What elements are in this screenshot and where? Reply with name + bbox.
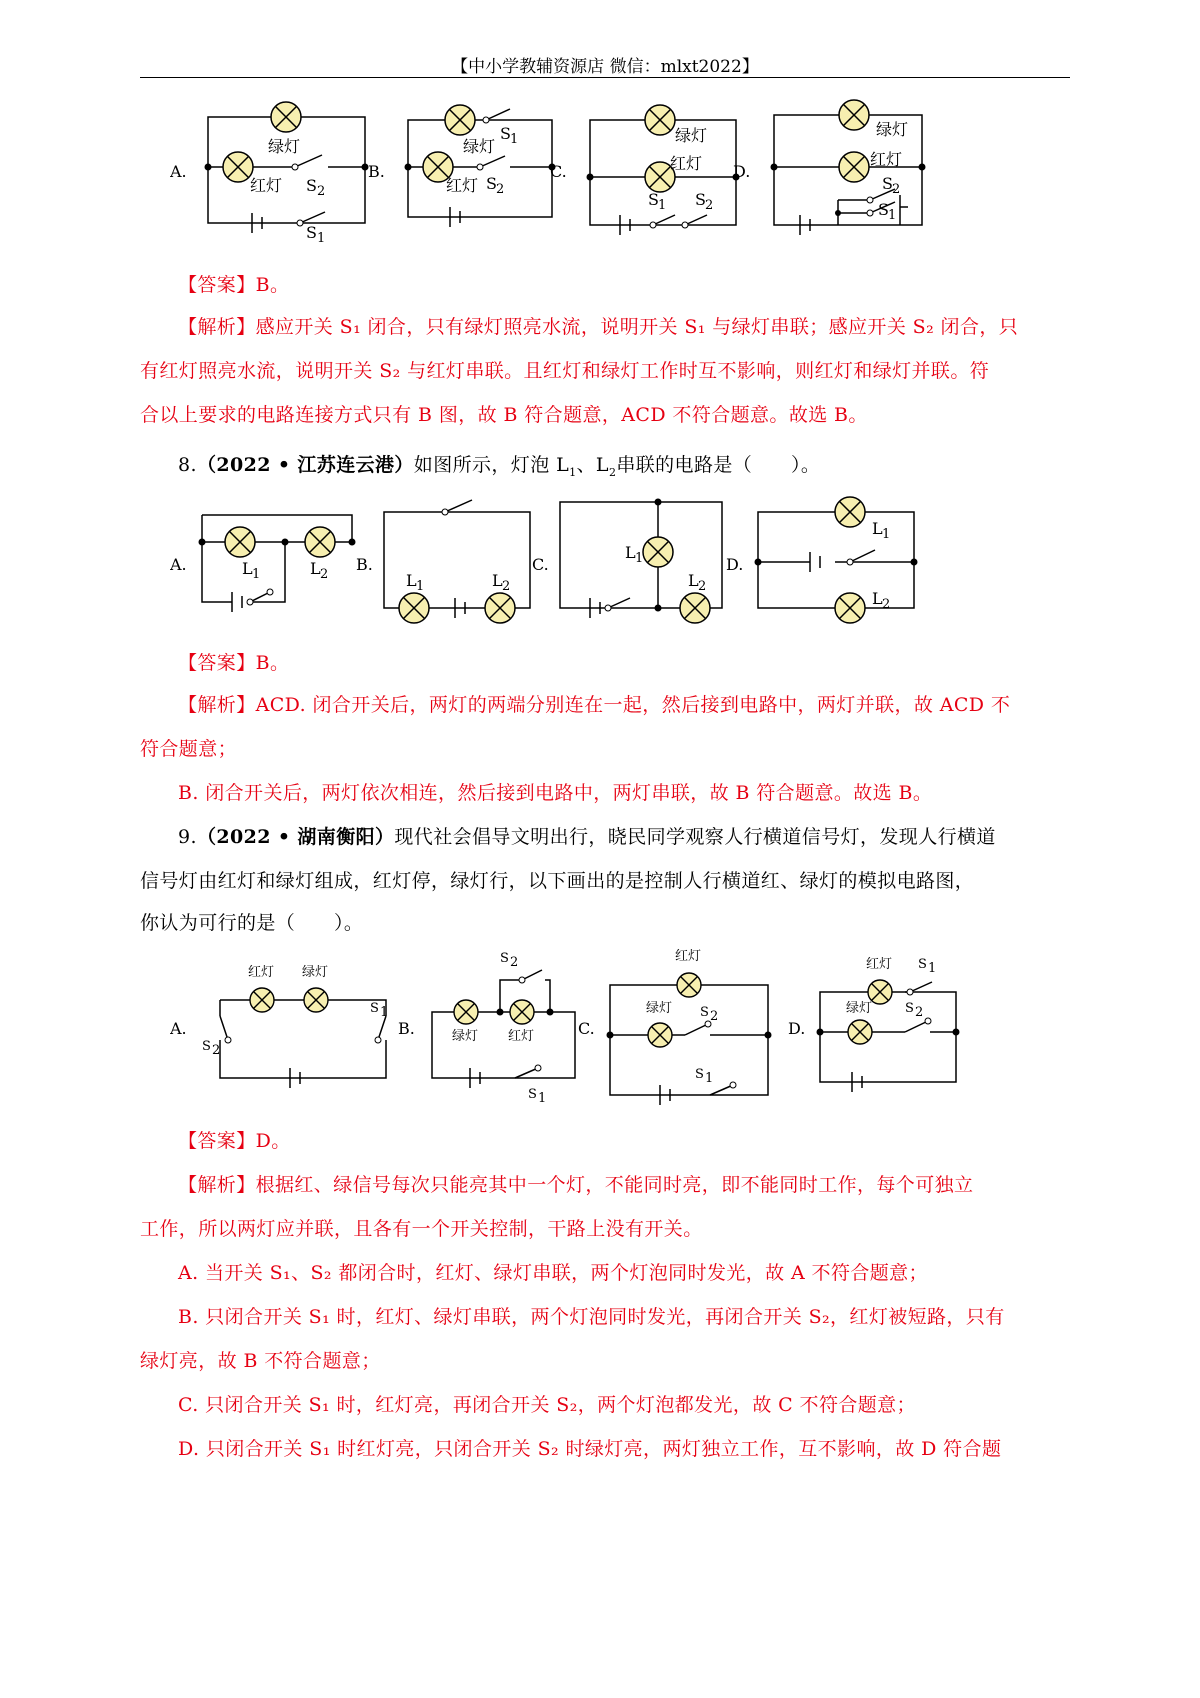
- svg-text:1: 1: [635, 551, 644, 566]
- q7-circuit-figure: [170, 95, 1030, 255]
- svg-text:2: 2: [698, 579, 707, 594]
- svg-text:红灯: 红灯: [446, 176, 479, 195]
- svg-text:L: L: [872, 589, 883, 608]
- q9-label-a: A.: [170, 1019, 187, 1038]
- svg-text:红灯: 红灯: [508, 1029, 535, 1044]
- q8-label-d: D.: [726, 555, 744, 574]
- svg-text:S: S: [486, 174, 497, 193]
- q8-answer: 【答案】B。: [178, 652, 290, 674]
- q8-label-a: A.: [170, 555, 187, 574]
- q9-stem-line-3: 你认为可行的是（ ）。: [140, 912, 364, 934]
- svg-text:S: S: [500, 124, 511, 143]
- q9-label-d: D.: [788, 1019, 806, 1038]
- svg-text:红灯: 红灯: [250, 176, 283, 195]
- svg-text:S: S: [905, 1001, 914, 1016]
- svg-text:S: S: [202, 1039, 211, 1054]
- svg-text:绿灯: 绿灯: [846, 1001, 873, 1016]
- q8-circuit-figure: [170, 490, 1030, 640]
- svg-text:S: S: [882, 174, 893, 193]
- q9-analysis-line-2: 工作，所以两灯应并联，且各有一个开关控制，干路上没有开关。: [140, 1218, 703, 1240]
- q9-option-c-analysis: C. 只闭合开关 S₁ 时，红灯亮，再闭合开关 S₂，两个灯泡都发光，故 C 不符合题意；: [178, 1394, 916, 1416]
- svg-text:S: S: [878, 200, 889, 219]
- q9-stem-line-1: 9.（2022 • 湖南衡阳）现代社会倡导文明出行，晓民同学观察人行横道信号灯，发现人行横道: [178, 826, 996, 848]
- svg-text:L: L: [688, 571, 699, 590]
- svg-text:绿灯: 绿灯: [876, 120, 909, 139]
- svg-text:红灯: 红灯: [675, 949, 702, 964]
- svg-text:L: L: [492, 571, 503, 590]
- q9-option-a-analysis: A. 当开关 S₁、S₂ 都闭合时，红灯、绿灯串联，两个灯泡同时发光，故 A 不符合题意；: [178, 1262, 928, 1284]
- q9-option-b-analysis-1: B. 只闭合开关 S₁ 时，红灯、绿灯串联，两个灯泡同时发光，再闭合开关 S₂，红灯被短路，只有: [178, 1306, 1005, 1328]
- svg-text:1: 1: [252, 567, 261, 582]
- svg-text:1: 1: [317, 231, 326, 246]
- svg-text:2: 2: [317, 184, 326, 199]
- svg-text:L: L: [625, 543, 636, 562]
- svg-text:S: S: [370, 1001, 379, 1016]
- svg-text:L: L: [406, 571, 417, 590]
- q9-stem-line-2: 信号灯由红灯和绿灯组成，红灯停，绿灯行，以下画出的是控制人行横道红、绿灯的模拟电路图，: [140, 870, 975, 892]
- svg-text:绿灯: 绿灯: [268, 137, 301, 156]
- q9-analysis-line-1: 【解析】根据红、绿信号每次只能亮其中一个灯，不能同时亮，即不能同时工作，每个可独立: [178, 1174, 974, 1196]
- svg-text:红灯: 红灯: [248, 965, 275, 980]
- q7-label-b: B.: [368, 162, 385, 181]
- svg-text:2: 2: [882, 597, 891, 612]
- q7-analysis-line-2: 有红灯照亮水流，说明开关 S₂ 与红灯串联。且红灯和绿灯工作时互不影响，则红灯和绿灯并联。符: [140, 360, 990, 382]
- svg-text:2: 2: [496, 182, 505, 197]
- q9-circuit-figure: [170, 940, 1030, 1120]
- svg-text:1: 1: [928, 961, 937, 976]
- svg-text:L: L: [872, 519, 883, 538]
- svg-text:1: 1: [380, 1005, 389, 1020]
- q7-label-a: A.: [170, 162, 187, 181]
- svg-text:2: 2: [705, 198, 714, 213]
- svg-text:S: S: [528, 1087, 537, 1102]
- svg-text:S: S: [306, 223, 317, 242]
- q9-label-b: B.: [398, 1019, 415, 1038]
- svg-text:绿灯: 绿灯: [646, 1001, 673, 1016]
- q8-label-b: B.: [356, 555, 373, 574]
- svg-text:1: 1: [882, 527, 891, 542]
- svg-text:1: 1: [658, 198, 667, 213]
- svg-text:2: 2: [510, 955, 519, 970]
- q7-label-d: D.: [733, 162, 751, 181]
- svg-text:绿灯: 绿灯: [675, 126, 708, 145]
- svg-text:2: 2: [915, 1005, 924, 1020]
- header-rule: [140, 77, 1070, 78]
- q8-analysis-line-1: 【解析】ACD. 闭合开关后，两灯的两端分别连在一起，然后接到电路中，两灯并联，故 ACD 不: [178, 694, 1011, 716]
- svg-text:绿灯: 绿灯: [452, 1029, 479, 1044]
- svg-text:S: S: [306, 176, 317, 195]
- svg-text:2: 2: [892, 182, 901, 197]
- svg-text:L: L: [242, 559, 253, 578]
- svg-text:1: 1: [538, 1091, 547, 1106]
- svg-text:绿灯: 绿灯: [463, 137, 496, 156]
- svg-text:S: S: [695, 1067, 704, 1082]
- page-header: 【中小学教辅资源店 微信：mlxt2022】: [451, 57, 759, 77]
- svg-text:2: 2: [212, 1043, 221, 1058]
- svg-text:红灯: 红灯: [870, 150, 903, 169]
- svg-text:1: 1: [510, 132, 519, 147]
- svg-text:红灯: 红灯: [670, 154, 703, 173]
- svg-text:2: 2: [502, 579, 511, 594]
- svg-text:1: 1: [416, 579, 425, 594]
- q7-label-c: C.: [550, 162, 567, 181]
- q9-option-b-analysis-2: 绿灯亮，故 B 不符合题意；: [140, 1350, 381, 1372]
- svg-text:S: S: [500, 951, 509, 966]
- svg-text:L: L: [310, 559, 321, 578]
- q7-analysis-line-3: 合以上要求的电路连接方式只有 B 图，故 B 符合题意，ACD 不符合题意。故选 B。: [140, 404, 868, 426]
- svg-text:S: S: [648, 190, 659, 209]
- q8-label-c: C.: [532, 555, 549, 574]
- q9-option-d-analysis: D. 只闭合开关 S₁ 时红灯亮，只闭合开关 S₂ 时绿灯亮，两灯独立工作，互不影响，故 D 符合题: [178, 1438, 1002, 1460]
- q7-answer: 【答案】B。: [178, 274, 290, 296]
- q9-answer: 【答案】D。: [178, 1130, 291, 1152]
- svg-text:S: S: [695, 190, 706, 209]
- q8-analysis-line-3: B. 闭合开关后，两灯依次相连，然后接到电路中，两灯串联，故 B 符合题意。故选 B。: [178, 782, 933, 804]
- q9-label-c: C.: [578, 1019, 595, 1038]
- svg-text:2: 2: [320, 567, 329, 582]
- svg-text:绿灯: 绿灯: [302, 965, 329, 980]
- svg-text:S: S: [918, 957, 927, 972]
- svg-text:2: 2: [710, 1009, 719, 1024]
- q8-analysis-line-2: 符合题意；: [140, 738, 238, 760]
- q7-analysis-line-1: 【解析】感应开关 S₁ 闭合，只有绿灯照亮水流，说明开关 S₁ 与绿灯串联；感应开关 S₂ 闭合，只: [178, 316, 1019, 338]
- svg-text:1: 1: [705, 1071, 714, 1086]
- q8-stem: 8.（2022 • 江苏连云港）如图所示，灯泡 $L_1$、$L_2$串联的电路是（ ）。: [178, 454, 821, 479]
- svg-text:S: S: [700, 1005, 709, 1020]
- svg-text:红灯: 红灯: [866, 957, 893, 972]
- svg-text:1: 1: [888, 208, 897, 223]
